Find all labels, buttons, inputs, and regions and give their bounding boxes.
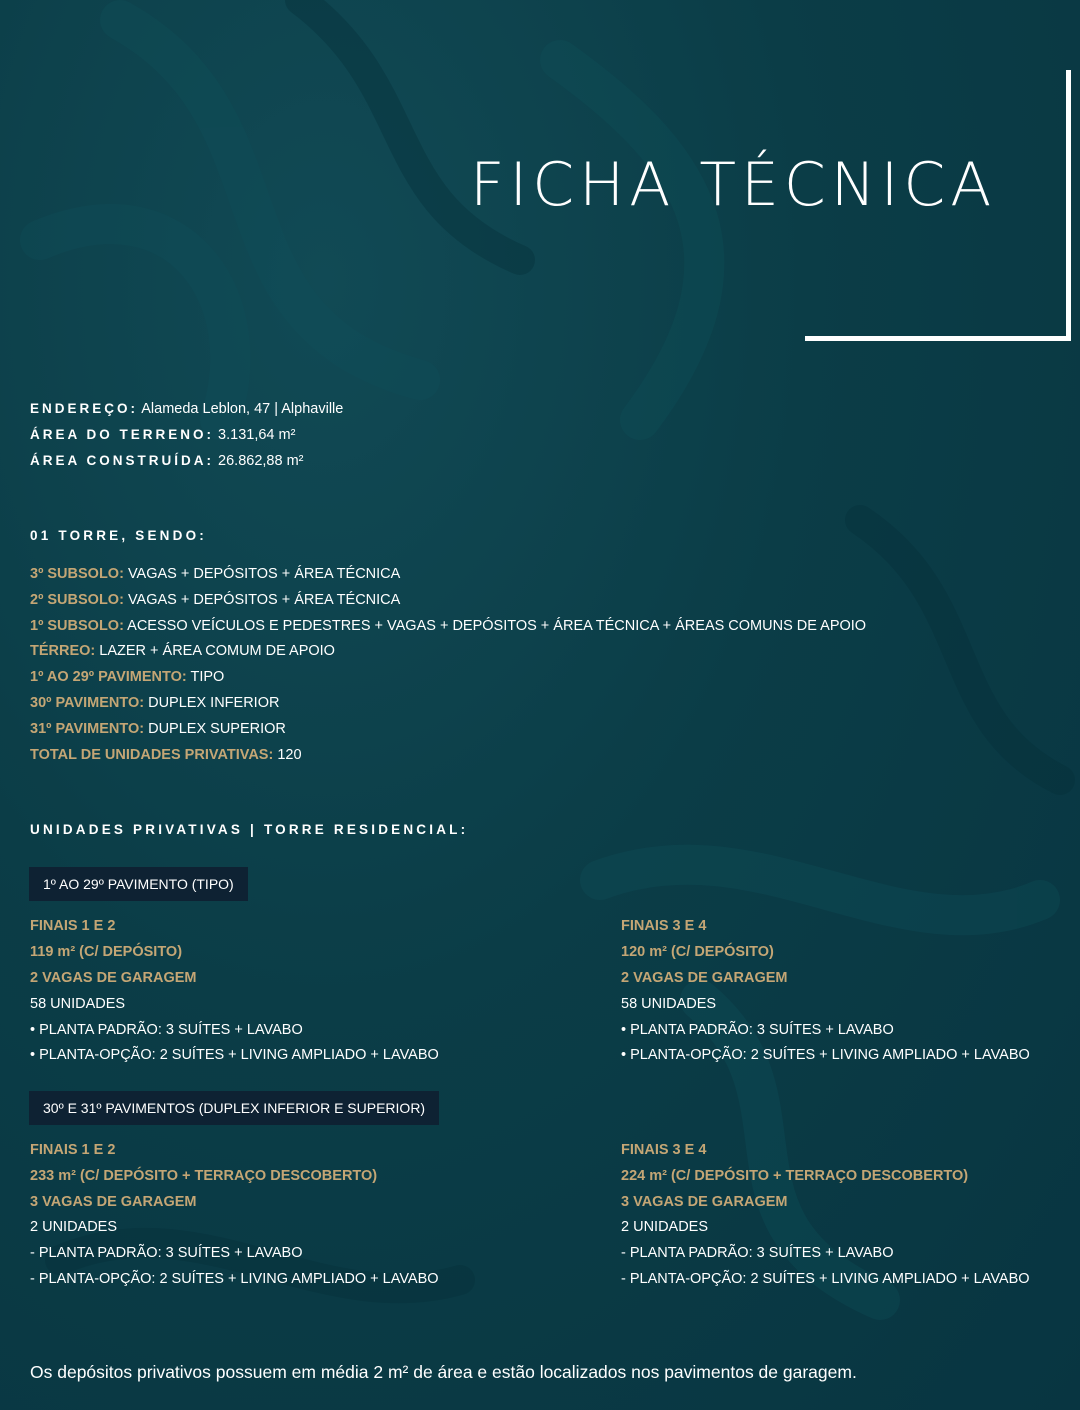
tipo-badge: 1º AO 29º PAVIMENTO (TIPO) — [29, 867, 248, 901]
unidades-heading: UNIDADES PRIVATIVAS | TORRE RESIDENCIAL: — [30, 822, 469, 837]
tipo-right-opcao: • PLANTA-OPÇÃO: 2 SUÍTES + LIVING AMPLIADO + LAVABO — [621, 1047, 1030, 1063]
torre-row-label: 1º SUBSOLO: — [30, 618, 124, 634]
torre-row-value: LAZER + ÁREA COMUM DE APOIO — [99, 643, 335, 659]
page-title: FICHA TÉCNICA — [470, 150, 997, 220]
tipo-right-padrao: • PLANTA PADRÃO: 3 SUÍTES + LAVABO — [621, 1022, 894, 1038]
spec-terreno — [30, 427, 295, 443]
frame-vertical-line — [1066, 70, 1071, 341]
tipo-right-finais: FINAIS 3 E 4 — [621, 918, 707, 934]
duplex-left-unidades: 2 UNIDADES — [30, 1219, 118, 1235]
tipo-left-padrao: • PLANTA PADRÃO: 3 SUÍTES + LAVABO — [30, 1022, 303, 1038]
torre-row — [30, 643, 335, 659]
torre-row-label: TÉRREO: — [30, 643, 96, 659]
torre-row — [30, 566, 400, 582]
torre-row-value: 120 — [277, 747, 302, 763]
torre-row-value: TIPO — [190, 669, 225, 685]
duplex-left-area: 233 m² (C/ DEPÓSITO + TERRAÇO DESCOBERTO) — [30, 1168, 378, 1184]
spec-terreno-label: ÁREA DO TERRENO: — [30, 427, 215, 442]
tipo-left-finais: FINAIS 1 E 2 — [30, 918, 116, 934]
tipo-left-unidades: 58 UNIDADES — [30, 996, 126, 1012]
torre-heading: 01 TORRE, SENDO: — [30, 528, 207, 543]
torre-row — [30, 695, 279, 711]
torre-row-label: 31º PAVIMENTO: — [30, 721, 145, 737]
duplex-right-finais: FINAIS 3 E 4 — [621, 1142, 707, 1158]
duplex-left-finais: FINAIS 1 E 2 — [30, 1142, 116, 1158]
torre-row — [30, 721, 286, 737]
spec-construida-label: ÁREA CONSTRUÍDA: — [30, 453, 214, 468]
torre-row — [30, 592, 400, 608]
torre-row-value: VAGAS + DEPÓSITOS + ÁREA TÉCNICA — [127, 592, 401, 608]
torre-row-value: VAGAS + DEPÓSITOS + ÁREA TÉCNICA — [127, 566, 401, 582]
spec-endereco-value: Alameda Leblon, 47 | Alphaville — [141, 401, 344, 417]
duplex-left-padrao: - PLANTA PADRÃO: 3 SUÍTES + LAVABO — [30, 1245, 303, 1261]
spec-endereco — [30, 401, 343, 417]
frame-horizontal-line — [805, 336, 1071, 341]
tipo-right-vagas: 2 VAGAS DE GARAGEM — [621, 970, 788, 986]
duplex-right-vagas: 3 VAGAS DE GARAGEM — [621, 1194, 788, 1210]
torre-row-label: 3º SUBSOLO: — [30, 566, 124, 582]
torre-row-total — [30, 747, 302, 763]
tipo-right-unidades: 58 UNIDADES — [621, 996, 717, 1012]
torre-row-label: 2º SUBSOLO: — [30, 592, 124, 608]
duplex-left-vagas: 3 VAGAS DE GARAGEM — [30, 1194, 197, 1210]
spec-endereco-label: ENDEREÇO: — [30, 401, 139, 416]
torre-row-value: ACESSO VEÍCULOS E PEDESTRES + VAGAS + DEPÓSITOS + ÁREA TÉCNICA + ÁREAS COMUNS DE APOIO — [127, 618, 867, 634]
torre-row-label: TOTAL DE UNIDADES PRIVATIVAS: — [30, 747, 274, 763]
tipo-left-vagas: 2 VAGAS DE GARAGEM — [30, 970, 197, 986]
duplex-right-area: 224 m² (C/ DEPÓSITO + TERRAÇO DESCOBERTO) — [621, 1168, 969, 1184]
torre-row-value: DUPLEX INFERIOR — [148, 695, 280, 711]
footer-note: Os depósitos privativos possuem em média 2 m² de área e estão localizados nos pavimentos de garagem. — [30, 1362, 857, 1382]
torre-row-label: 1º AO 29º PAVIMENTO: — [30, 669, 187, 685]
torre-row — [30, 669, 224, 685]
duplex-badge: 30º E 31º PAVIMENTOS (DUPLEX INFERIOR E SUPERIOR) — [29, 1091, 439, 1125]
duplex-left-opcao: - PLANTA-OPÇÃO: 2 SUÍTES + LIVING AMPLIADO + LAVABO — [30, 1271, 439, 1287]
spec-terreno-value: 3.131,64 m² — [218, 427, 296, 443]
duplex-right-opcao: - PLANTA-OPÇÃO: 2 SUÍTES + LIVING AMPLIADO + LAVABO — [621, 1271, 1030, 1287]
tipo-right-area: 120 m² (C/ DEPÓSITO) — [621, 944, 774, 960]
tipo-left-opcao: • PLANTA-OPÇÃO: 2 SUÍTES + LIVING AMPLIADO + LAVABO — [30, 1047, 439, 1063]
spec-construida-value: 26.862,88 m² — [218, 453, 304, 469]
duplex-right-padrao: - PLANTA PADRÃO: 3 SUÍTES + LAVABO — [621, 1245, 894, 1261]
torre-row-label: 30º PAVIMENTO: — [30, 695, 145, 711]
tipo-left-area: 119 m² (C/ DEPÓSITO) — [30, 944, 183, 960]
torre-row — [30, 618, 866, 634]
spec-construida — [30, 453, 303, 469]
torre-row-value: DUPLEX SUPERIOR — [148, 721, 286, 737]
duplex-right-unidades: 2 UNIDADES — [621, 1219, 709, 1235]
